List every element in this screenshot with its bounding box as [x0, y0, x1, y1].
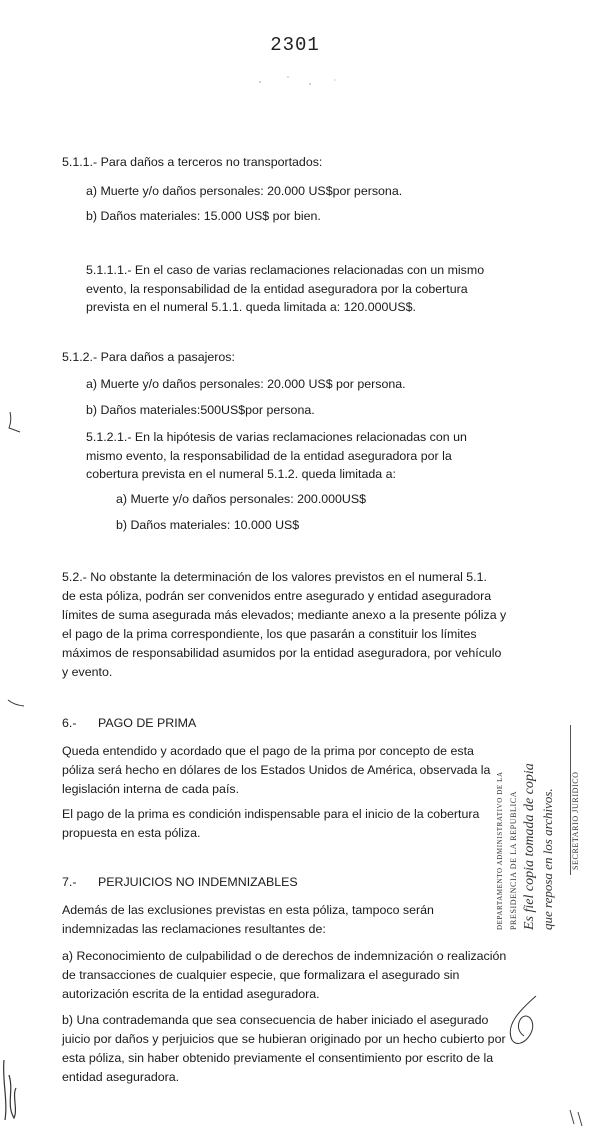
stamp-line: Es fiel copia tomada de copia [522, 763, 537, 930]
section-6-title: PAGO DE PRIMA [98, 716, 197, 730]
section-5-1-1-1-line: 5.1.1.1.- En el caso de varias reclamaciones relacionadas con un mismo [86, 263, 485, 277]
section-7-number: 7.- [62, 875, 77, 889]
section-5-1-2-1-item-b: b) Daños materiales: 10.000 US$ [116, 518, 300, 532]
section-7-line: esta póliza, sin haber obtenido previamente el consentimiento por escrito de la [62, 1051, 494, 1065]
section-5-1-2-item-b: b) Daños materiales:500US$por persona. [86, 403, 315, 417]
section-5-1-2-item-a: a) Muerte y/o daños personales: 20.000 US$ por persona. [86, 377, 406, 391]
stamp-line: DEPARTAMENTO ADMINISTRATIVO DE LA [496, 771, 504, 930]
section-6-number: 6.- [62, 716, 77, 730]
section-5-2-line: 5.2.- No obstante la determinación de los valores previstos en el numeral 5.1. [62, 570, 487, 584]
section-7-line: indemnizadas las reclamaciones resultantes de: [62, 922, 326, 936]
section-6-line: El pago de la prima es condición indispensable para el inicio de la cobertura [62, 807, 480, 821]
section-6-line: legislación interna de cada país. [62, 782, 240, 796]
section-5-1-1-item-b: b) Daños materiales: 15.000 US$ por bien. [86, 209, 321, 223]
stamp-line: SECRETARIO JURIDICO [571, 771, 580, 870]
margin-tick-mark [9, 412, 20, 432]
section-7-line: juicio por daños y perjuicios que se hubieran originado por un hecho cubierto por [62, 1032, 506, 1046]
section-5-1-2-1-line: mismo evento, la responsabilidad de la entidad aseguradora por la [86, 449, 452, 463]
section-5-1-1-heading: 5.1.1.- Para daños a terceros no transportados: [62, 155, 323, 169]
section-7-line: entidad aseguradora. [62, 1070, 180, 1084]
corner-mark [570, 1110, 582, 1126]
section-5-1-1-item-a: a) Muerte y/o daños personales: 20.000 US$por persona. [86, 184, 403, 198]
section-6-line: póliza será hecho en dólares de los Estados Unidos de América, observada la [62, 763, 491, 777]
section-7-line: autorización escrita de la entidad aseguradora. [62, 987, 320, 1001]
section-5-1-2-heading: 5.1.2.- Para daños a pasajeros: [62, 350, 235, 364]
stamp-line: que reposa en los archivos. [540, 788, 555, 930]
page-number: 2301 [270, 34, 320, 56]
section-6-line: propuesta en esta póliza. [62, 826, 201, 840]
section-7-line: a) Reconocimiento de culpabilidad o de derechos de indemnización o realización [62, 949, 507, 963]
section-5-2-line: límites de suma asegurada más elevados; mediante anexo a la presente póliza y [62, 608, 507, 622]
signature-mark [510, 996, 536, 1043]
section-5-2-line: el pago de la prima correspondiente, los que pasarán a constituir los límites [62, 627, 477, 641]
section-7-title: PERJUICIOS NO INDEMNIZABLES [98, 875, 298, 889]
section-5-1-2-1-item-a: a) Muerte y/o daños personales: 200.000US$ [116, 492, 367, 506]
section-5-1-1-1-line: prevista en el numeral 5.1.1. queda limitada a: 120.000US$. [86, 300, 416, 314]
section-7-line: de transacciones de cualquier especie, que formalizara el asegurado sin [62, 968, 460, 982]
section-5-2-line: máximos de responsabilidad asumidos por la entidad aseguradora, por vehículo [62, 646, 502, 660]
section-5-1-1-1-line: evento, la responsabilidad de la entidad aseguradora por la cobertura [86, 282, 468, 296]
section-5-1-2-1-line: cobertura prevista en el numeral 5.1.2. queda limitada a: [86, 467, 396, 481]
section-6-line: Queda entendido y acordado que el pago de la prima por concepto de esta [62, 744, 474, 758]
section-7-line: b) Una contrademanda que sea consecuencia de haber iniciado el asegurado [62, 1013, 489, 1027]
section-5-1-2-1-line: 5.1.2.1.- En la hipótesis de varias reclamaciones relacionadas con un [86, 430, 467, 444]
stamp-line: PRESIDENCIA DE LA REPUBLICA [509, 790, 518, 930]
section-7-line: Además de las exclusiones previstas en esta póliza, tampoco serán [62, 903, 434, 917]
section-5-2-line: de esta póliza, podrán ser convenidos entre asegurado y entidad aseguradora [62, 589, 492, 603]
section-5-2-line: y evento. [62, 665, 113, 679]
margin-tick-mark [8, 700, 24, 706]
initials-mark [4, 1060, 16, 1120]
